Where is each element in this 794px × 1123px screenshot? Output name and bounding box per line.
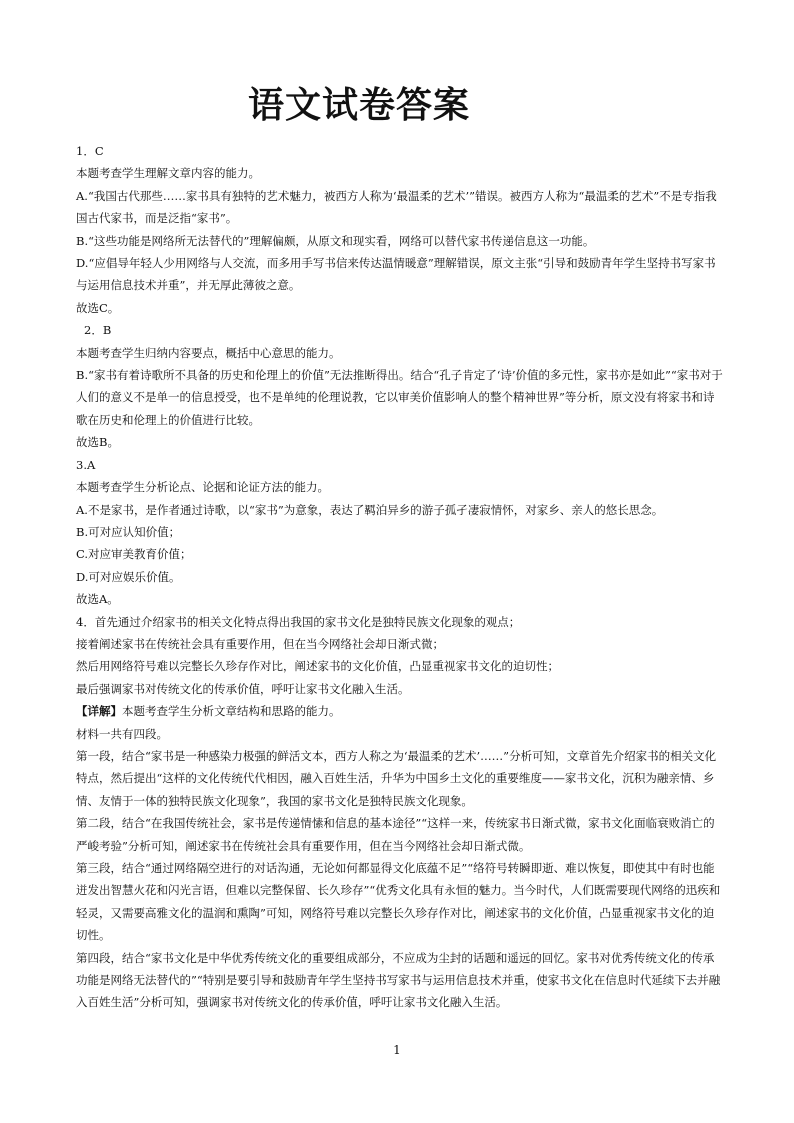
question-3 xyxy=(76,454,724,611)
question-2 xyxy=(76,319,724,453)
q4-point-1: 4．首先通过介绍家书的相关文化特点得出我国的家书文化是独特民族文化现象的观点； xyxy=(76,614,521,629)
q4-section-3: 第三段，结合“通过网络隔空进行的对话沟通，无论如何都显得文化底蕴不足”“络符号转瞬即逝、难以恢复，即使其中有时也能迸发出智慧火花和闪光言语，但难以完整保留、长久珍存”“优秀文化具有永恒的魅力。当今时代，人们既需要现代网络的迅疾和轻灵，又需要高雅文化的温润和熏陶”可知，网络符号难以完整长久珍存作对比，阐述家书的文化价值，凸显重视家书文化的迫切性。 xyxy=(76,861,721,943)
q4-section-4: 第四段，结合“家书文化是中华优秀传统文化的重要组成部分，不应成为尘封的话题和遥远的回忆。家书对优秀传统文化的传承功能是网络无法替代的”“特别是要引导和鼓励青年学生坚持书写家书与运用信息技术并重，使家书文化在信息时代延续下去并融入百姓生活”分析可知，强调家书对传统文化的传承价值，呼吁让家书文化融入生活。 xyxy=(76,950,721,1010)
q1-option-b: B.“这些功能是网络所无法替代的”理解偏颇，从原文和现实看，网络可以替代家书传递信息这一功能。 xyxy=(76,233,595,248)
q2-answer: 2．B xyxy=(84,323,112,338)
question-1 xyxy=(76,140,724,319)
detail-text: 本题考查学生分析文章结构和思路的能力。 xyxy=(122,704,341,719)
q4-material: 材料一共有四段。 xyxy=(76,726,168,741)
q1-option-d: D.“应倡导年轻人少用网络与人交流，而多用手写书信来传达温情暖意”理解错误，原文主张“引导和鼓励青年学生坚持书写家书与运用信息技术并重”，并无厚此薄彼之意。 xyxy=(76,256,716,293)
q4-point-4: 最后强调家书对传统文化的传承价值，呼吁让家书文化融入生活。 xyxy=(76,681,410,696)
q2-option-b: B.“家书有着诗歌所不具备的历史和伦理上的价值”无法推断得出。结合“孔子肯定了‘诗’价值的多元性，家书亦是如此”“家书对于人们的意义不是单一的信息授受，也不是单纯的伦理说教，它以审美价值影响人的整个精神世界”等分析，原文没有将家书和诗歌在历史和伦理上的价值进行比较。 xyxy=(76,368,723,427)
q3-intro: 本题考查学生分析论点、论据和论证方法的能力。 xyxy=(76,480,329,495)
document-page xyxy=(76,80,724,1014)
q4-section-2: 第二段，结合“在我国传统社会，家书是传递情愫和信息的基本途径”“这样一来，传统家书日渐式微，家书文化面临衰败消亡的严峻考验”分析可知，阐述家书在传统社会具有重要作用，但在当今网络社会却日渐式微。 xyxy=(76,816,715,853)
q3-answer: 3.A xyxy=(76,457,96,472)
q4-section-1: 第一段，结合“家书是一种感染力极强的鲜活文本，西方人称之为‘最温柔的艺术’……”分析可知，文章首先介绍家书的相关文化特点，然后提出“这样的文化传统代代相因，融入百姓生活，升华为中国乡土文化的重要维度——家书文化，沉积为融亲情、乡情、友情于一体的独特民族文化现象”，我国的家书文化是独特民族文化现象。 xyxy=(76,748,717,808)
q2-intro: 本题考查学生归纳内容要点，概括中心意思的能力。 xyxy=(76,345,341,360)
question-4 xyxy=(76,611,724,1014)
q1-answer: 1．C xyxy=(76,144,104,158)
q3-option-a: A.不是家书，是作者通过诗歌，以“家书”为意象，表达了羁泊异乡的游子孤孑凄寂情怀，对家乡、亲人的悠长思念。 xyxy=(76,502,664,517)
q3-option-b: B.可对应认知价值； xyxy=(76,524,181,539)
q4-point-3: 然后用网络符号难以完整长久珍存作对比，阐述家书的文化价值，凸显重视家书文化的迫切性； xyxy=(76,659,559,674)
q1-intro: 本题考查学生理解文章内容的能力。 xyxy=(76,166,260,181)
q1-conclusion: 故选C。 xyxy=(76,300,120,315)
q1-option-a: A.“我国古代那些……家书具有独特的艺术魅力，被西方人称为‘最温柔的艺术’”错误。被西方人称为“最温柔的艺术”不是专指我国古代家书，而是泛指“家书”。 xyxy=(76,188,717,226)
page-title: 语文试卷答案 xyxy=(248,85,471,126)
q3-option-c: C.对应审美教育价值； xyxy=(76,547,192,562)
detail-tag: 【详解】 xyxy=(76,704,122,719)
q4-point-2: 接着阐述家书在传统社会具有重要作用，但在当今网络社会却日渐式微； xyxy=(76,636,444,651)
q3-conclusion: 故选A。 xyxy=(76,592,119,607)
q3-option-d: D.可对应娱乐价值。 xyxy=(76,569,181,584)
page-number: 1 xyxy=(393,1043,401,1057)
q4-detail xyxy=(76,700,724,722)
q2-conclusion: 故选B。 xyxy=(76,435,119,450)
